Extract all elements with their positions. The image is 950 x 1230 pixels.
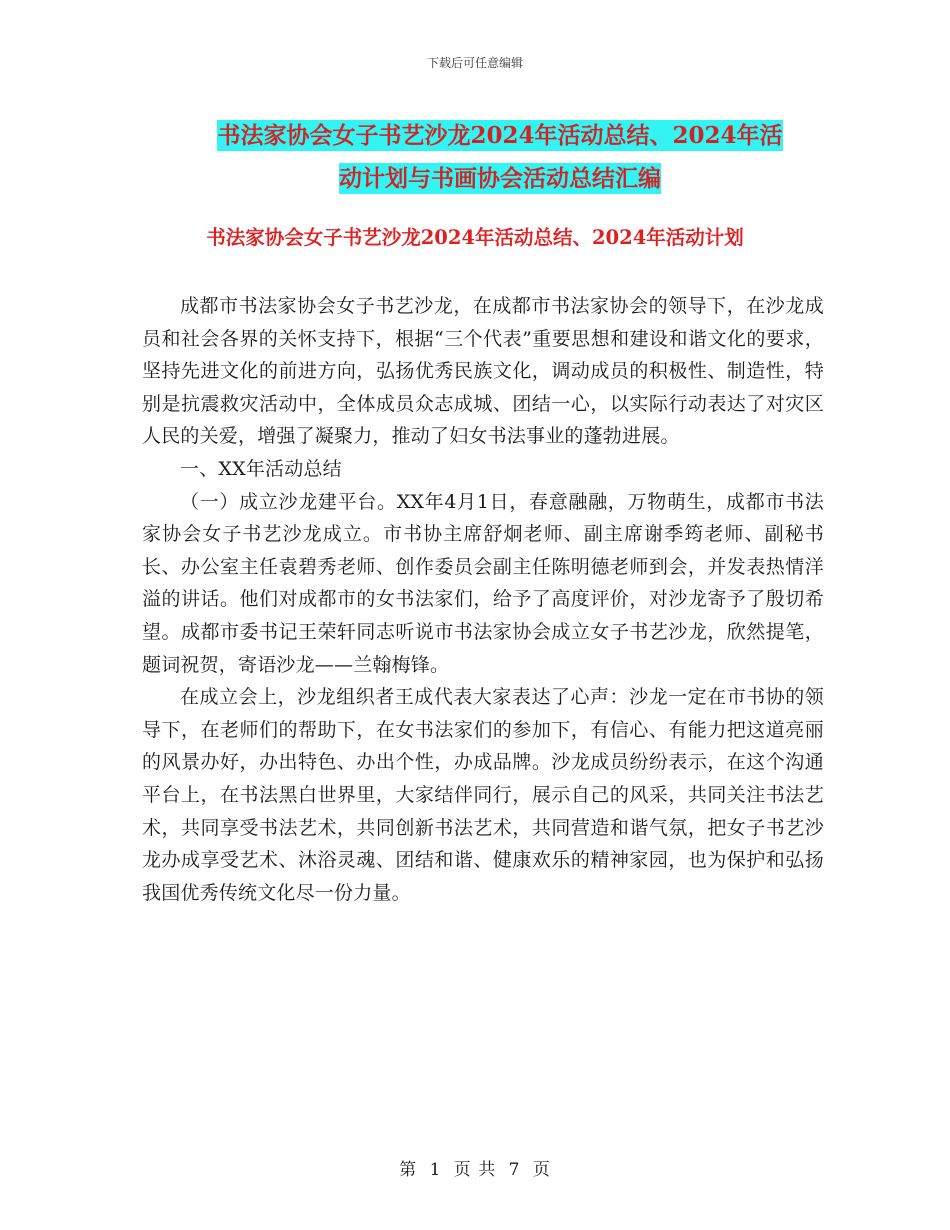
footer-label-end: 页: [532, 1160, 551, 1180]
footer-label-of: 页 共: [453, 1160, 497, 1180]
header-note: 下载后可任意编辑: [426, 56, 523, 70]
document-body: [142, 290, 824, 909]
section-heading: 一、XX年活动总结: [180, 457, 342, 480]
title-line-2: 动计划与书画协会活动总结汇编: [339, 165, 661, 192]
title-line-1: 书法家协会女子书艺沙龙2024年活动总结、2024年活: [217, 122, 783, 149]
footer-total-pages: 7: [508, 1160, 521, 1180]
paragraph-founding: （一）成立沙龙建平台。XX年4月1日，春意融融，万物萌生，成都市书法家协会女子书艺沙龙成立。市书协主席舒炯老师、副主席谢季筠老师、副秘书长、办公室主任袁碧秀老师、创作委员会副主任陈明德老师到会，并发表热情洋溢的讲话。他们对成都市的女书法家们，给予了高度评价，对沙龙寄予了殷切希望。成都市委书记王荣轩同志听说市书法家协会成立女子书艺沙龙，欣然提笔，题词祝贺，寄语沙龙——兰翰梅锋。: [142, 490, 824, 676]
footer-label-page: 第: [399, 1160, 418, 1180]
paragraph-meeting: 在成立会上，沙龙组织者王成代表大家表达了心声：沙龙一定在市书协的领导下，在老师们的帮助下，在女书法家们的参加下，有信心、有能力把这道亮丽的风景办好，办出特色、办出个性，办成品牌。沙龙成员纷纷表示，在这个沟通平台上，在书法黑白世界里，大家结伴同行，展示自己的风采，共同关注书法艺术，共同享受书法艺术，共同创新书法艺术，共同营造和谐气氛，把女子书艺沙龙办成享受艺术、沐浴灵魂、团结和谐、健康欢乐的精神家园，也为保护和弘扬我国优秀传统文化尽一份力量。: [142, 686, 824, 904]
section-subtitle: 书法家协会女子书艺沙龙2024年活动总结、2024年活动计划: [206, 226, 744, 249]
page-footer: [0, 1155, 950, 1180]
footer-page-number: 1: [429, 1160, 442, 1180]
document-title: [180, 114, 820, 200]
paragraph-intro: 成都市书法家协会女子书艺沙龙，在成都市书法家协会的领导下，在沙龙成员和社会各界的关怀支持下，根据“三个代表”重要思想和建设和谐文化的要求，坚持先进文化的前进方向，弘扬优秀民族文化，调动成员的积极性、制造性，特别是抗震救灾活动中，全体成员众志成城、团结一心，以实际行动表达了对灾区人民的关爱，增强了凝聚力，推动了妇女书法事业的蓬勃进展。: [142, 295, 824, 448]
